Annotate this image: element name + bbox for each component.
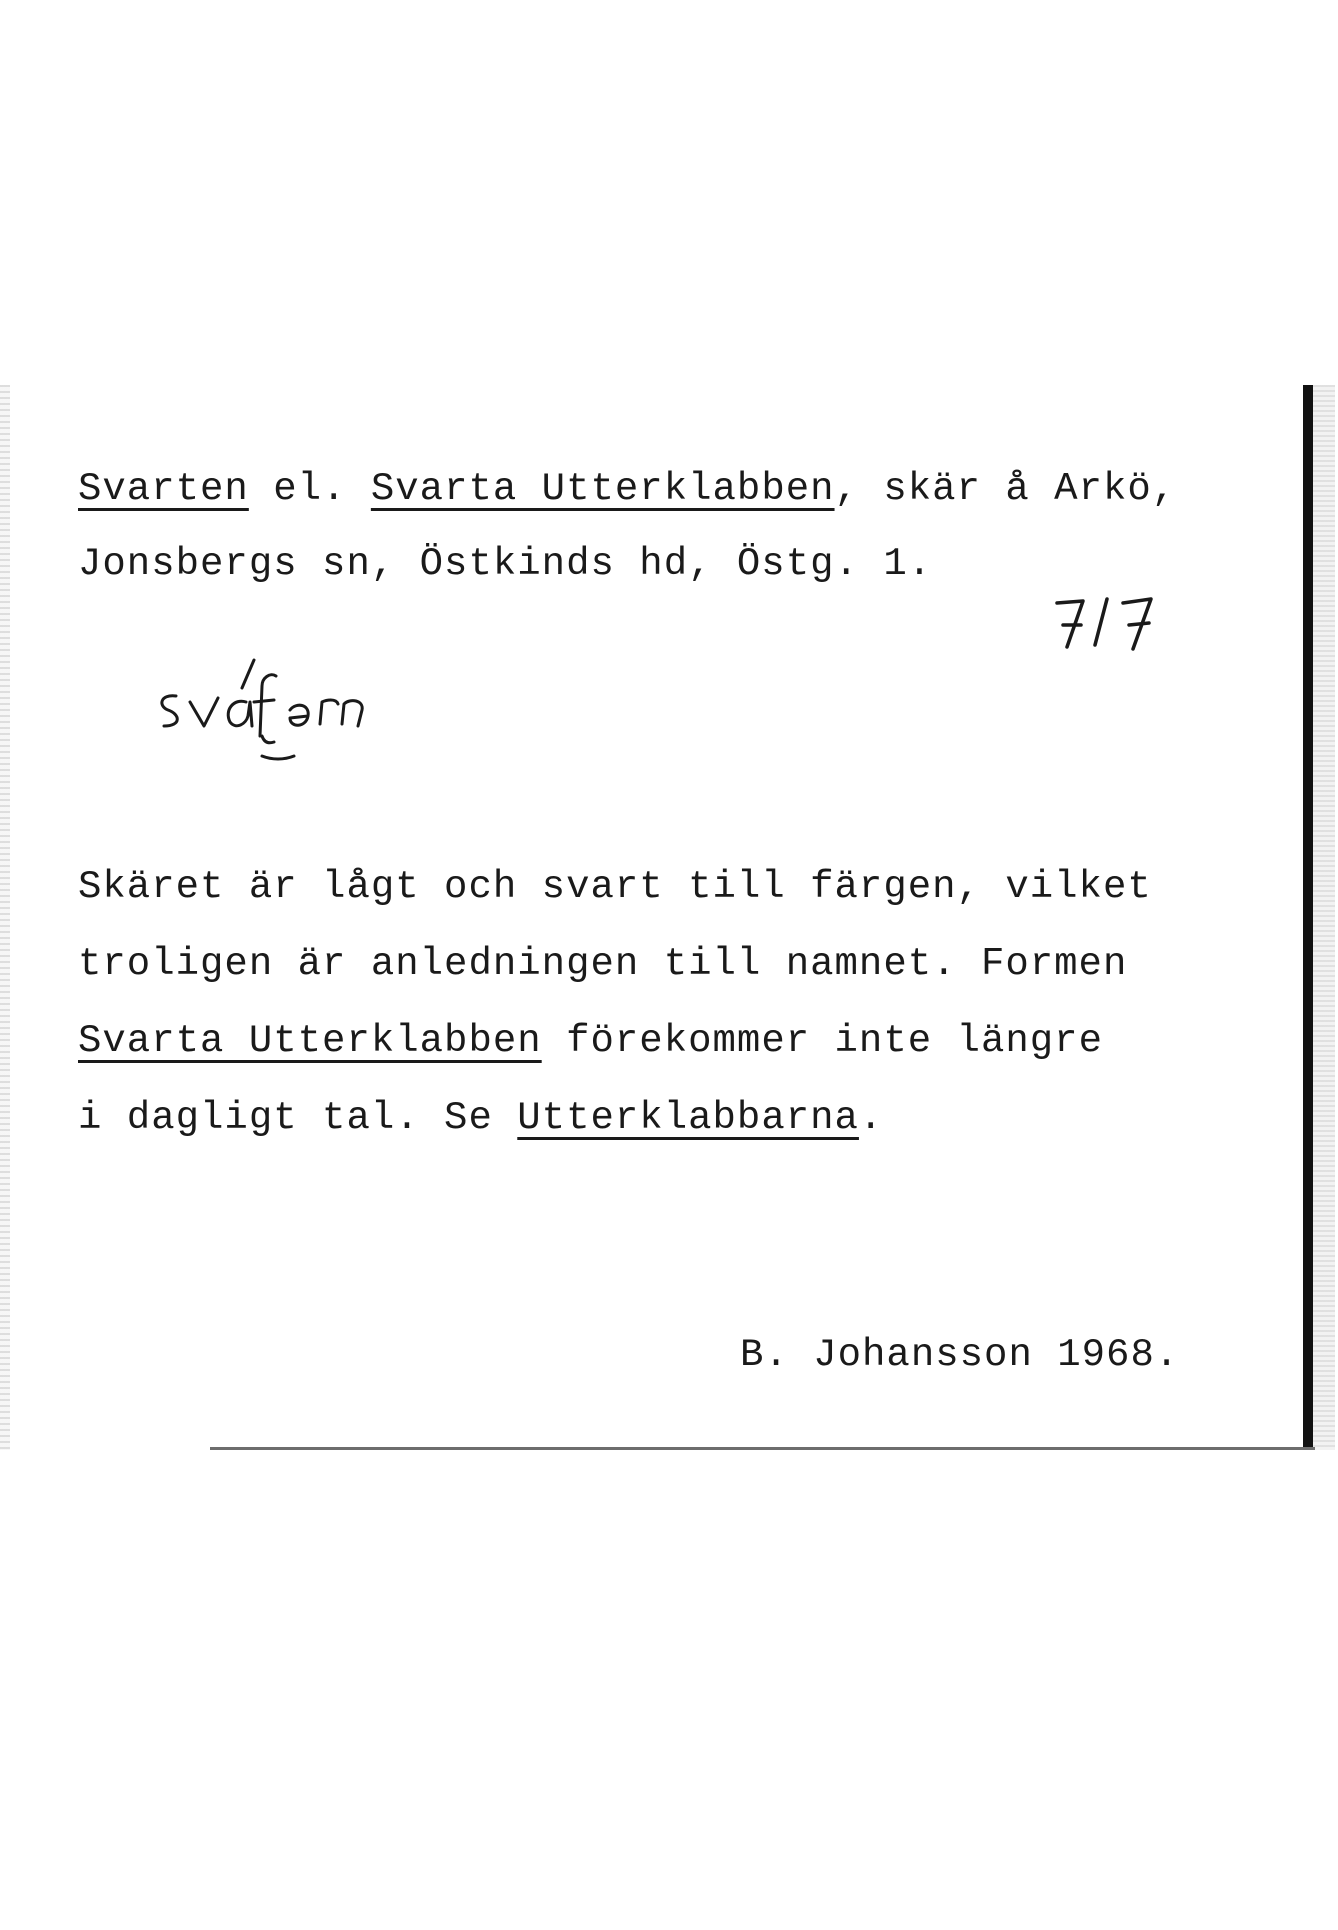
body-line-4-end: . [858, 1096, 884, 1140]
card-right-shadow [1313, 385, 1335, 1450]
body-line-3-rest: förekommer inte längre [541, 1019, 1103, 1063]
card-bottom-border [210, 1447, 1315, 1450]
heading-description: , skär å Arkö, [834, 467, 1177, 511]
body-line-1: Skäret är lågt och svart till färgen, vilket [78, 865, 1152, 909]
body-line-4 [78, 1096, 884, 1140]
handwritten-number [1045, 585, 1175, 665]
location-line: Jonsbergs sn, Östkinds hd, Östg. 1. [78, 542, 933, 586]
place-name-alternate: Svarta Utterklabben [370, 467, 835, 511]
card-right-border [1303, 385, 1313, 1450]
body-line-3 [78, 1019, 1103, 1063]
heading-line [78, 467, 1177, 511]
body-line-2: troligen är anledningen till namnet. Formen [78, 942, 1128, 986]
heading-conjunction: el. [248, 467, 371, 511]
alternate-name-reference: Svarta Utterklabben [78, 1019, 542, 1063]
place-name-primary: Svarten [78, 467, 249, 511]
body-line-4-start: i dagligt tal. Se [78, 1096, 518, 1140]
cross-reference-link: Utterklabbarna [517, 1096, 859, 1140]
author-signature: B. Johansson 1968. [740, 1333, 1180, 1377]
handwritten-pronunciation [150, 640, 400, 770]
